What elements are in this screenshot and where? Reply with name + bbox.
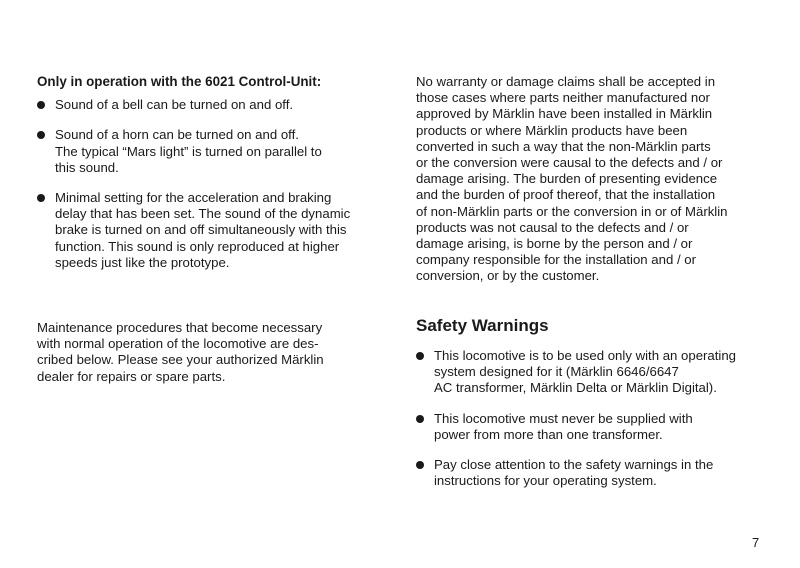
- list-item: [37, 190, 377, 271]
- text-line: company responsible for the installation and / or: [416, 252, 697, 268]
- text-line: of non-Märklin parts or the conversion in or of Märklin: [416, 203, 728, 219]
- list-item: [37, 97, 377, 113]
- text-line: Maintenance procedures that become necessary: [37, 320, 323, 335]
- text-line: with normal operation of the locomotive are des-: [37, 336, 319, 352]
- text-line: brake is turned on and off simultaneously with this: [55, 222, 347, 238]
- list-item: [416, 348, 761, 397]
- text-line: delay that has been set. The sound of the dynamic: [55, 206, 351, 222]
- text-line: cribed below. Please see your authorized Märklin: [37, 352, 324, 368]
- text-line: Sound of a horn can be turned on and off.: [55, 127, 299, 143]
- bullet-icon: [416, 352, 424, 360]
- text-line: No warranty or damage claims shall be accepted in: [416, 74, 716, 89]
- bullet-icon: [37, 101, 45, 109]
- control-unit-feature-list: [37, 97, 377, 271]
- warranty-paragraph: [416, 74, 761, 285]
- text-line: products or where Märklin products have been: [416, 122, 688, 138]
- safety-warning-list: [416, 348, 761, 489]
- maintenance-paragraph: [37, 320, 377, 385]
- text-line: approved by Märklin have been installed in Märklin: [416, 106, 713, 122]
- text-line: and the burden of proof thereof, that the installation: [416, 187, 716, 203]
- text-line: The typical “Mars light” is turned on parallel to: [55, 143, 322, 159]
- bullet-icon: [37, 194, 45, 202]
- safety-heading: Safety Warnings: [416, 316, 549, 335]
- page-number: 7: [752, 535, 760, 550]
- text-line: This locomotive is to be used only with an operating: [434, 348, 737, 363]
- text-line: damage arising. The burden of presenting evidence: [416, 171, 718, 187]
- text-line: system designed for it (Märklin 6646/6647: [434, 364, 679, 380]
- bullet-icon: [37, 131, 45, 139]
- control-unit-heading: Only in operation with the 6021 Control-Unit:: [37, 74, 322, 89]
- bullet-icon: [416, 461, 424, 469]
- text-line: or the conversion were causal to the defects and / or: [416, 155, 723, 171]
- list-item: [416, 457, 761, 489]
- text-line: function. This sound is only reproduced at higher: [55, 238, 340, 254]
- text-line: power from more than one transformer.: [434, 426, 663, 442]
- text-line: Sound of a bell can be turned on and off.: [55, 97, 294, 113]
- list-item: [416, 411, 761, 443]
- list-item: [37, 127, 377, 176]
- text-line: dealer for repairs or spare parts.: [37, 368, 226, 384]
- text-line: Minimal setting for the acceleration and braking: [55, 190, 332, 206]
- text-line: AC transformer, Märklin Delta or Märklin Digital).: [434, 380, 717, 396]
- text-line: those cases where parts neither manufactured nor: [416, 90, 710, 106]
- text-line: speeds just like the prototype.: [55, 254, 230, 270]
- left-column: [37, 74, 377, 285]
- safety-section: [416, 316, 761, 503]
- bullet-icon: [416, 415, 424, 423]
- text-line: instructions for your operating system.: [434, 473, 657, 489]
- text-line: conversion, or by the customer.: [416, 268, 600, 284]
- text-line: products was not causal to the defects and / or: [416, 219, 689, 235]
- text-line: converted in such a way that the non-Märklin parts: [416, 138, 711, 154]
- text-line: damage arising, is borne by the person and / or: [416, 236, 693, 252]
- text-line: Pay close attention to the safety warnings in the: [434, 457, 714, 473]
- text-line: This locomotive must never be supplied with: [434, 410, 693, 426]
- text-line: this sound.: [55, 159, 119, 175]
